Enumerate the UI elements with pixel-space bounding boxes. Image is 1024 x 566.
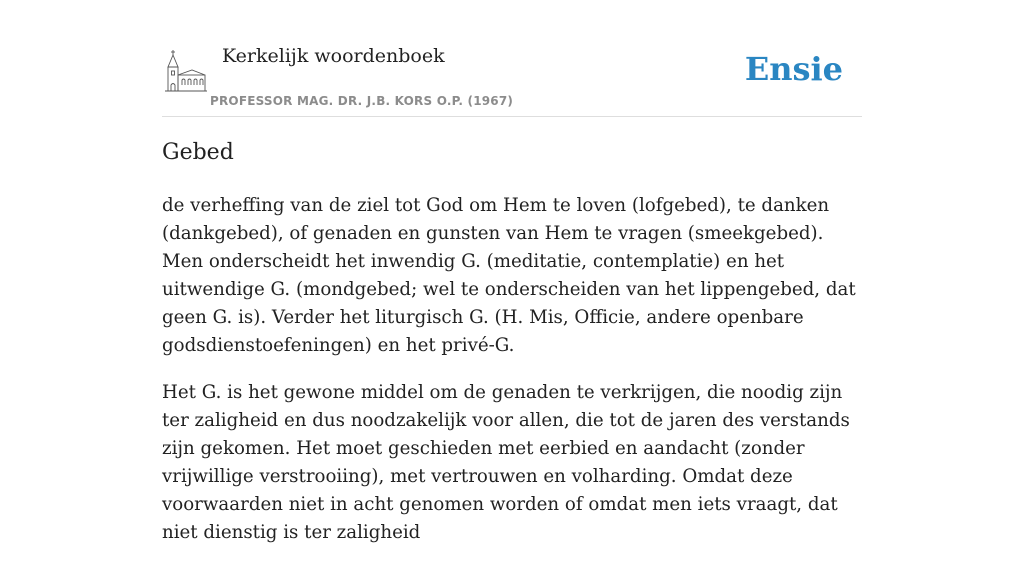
- entry-paragraph: Het G. is het gewone middel om de genaden te verkrijgen, die noodig zijn ter zaligheid en dus noodzakelijk voor allen, die tot de jaren des verstands zijn gekomen. Het moet geschieden met eerbied en aandacht (zonder vrijwillige verstrooiing), met vertrouwen en volharding. Omdat deze voorwaarden niet in acht genomen worden of omdat men iets vraagt, dat niet dienstig is ter zaligheid: [162, 382, 850, 543]
- book-title[interactable]: Kerkelijk woordenboek: [222, 45, 445, 67]
- brand-logo[interactable]: Ensie: [744, 50, 843, 88]
- entry-title: Gebed: [162, 140, 234, 165]
- entry-paragraph: de verheffing van de ziel tot God om Hem te loven (lofgebed), te danken (dankgebed), of genaden en gunsten van Hem te vragen (smeekgebed). Men onderscheidt het inwendig G. (meditatie, contemplatie) en het uitwendige G. (mondgebed; wel te onderscheiden van het lippengebed, dat geen G. is). Verder het liturgisch G. (H. Mis, Officie, andere openbare godsdienstoefeningen) en het privé-G.: [162, 195, 856, 356]
- church-icon[interactable]: [165, 49, 207, 95]
- header: [162, 0, 862, 117]
- entry-body: [162, 192, 862, 566]
- author-line: PROFESSOR MAG. DR. J.B. KORS O.P. (1967): [210, 94, 514, 108]
